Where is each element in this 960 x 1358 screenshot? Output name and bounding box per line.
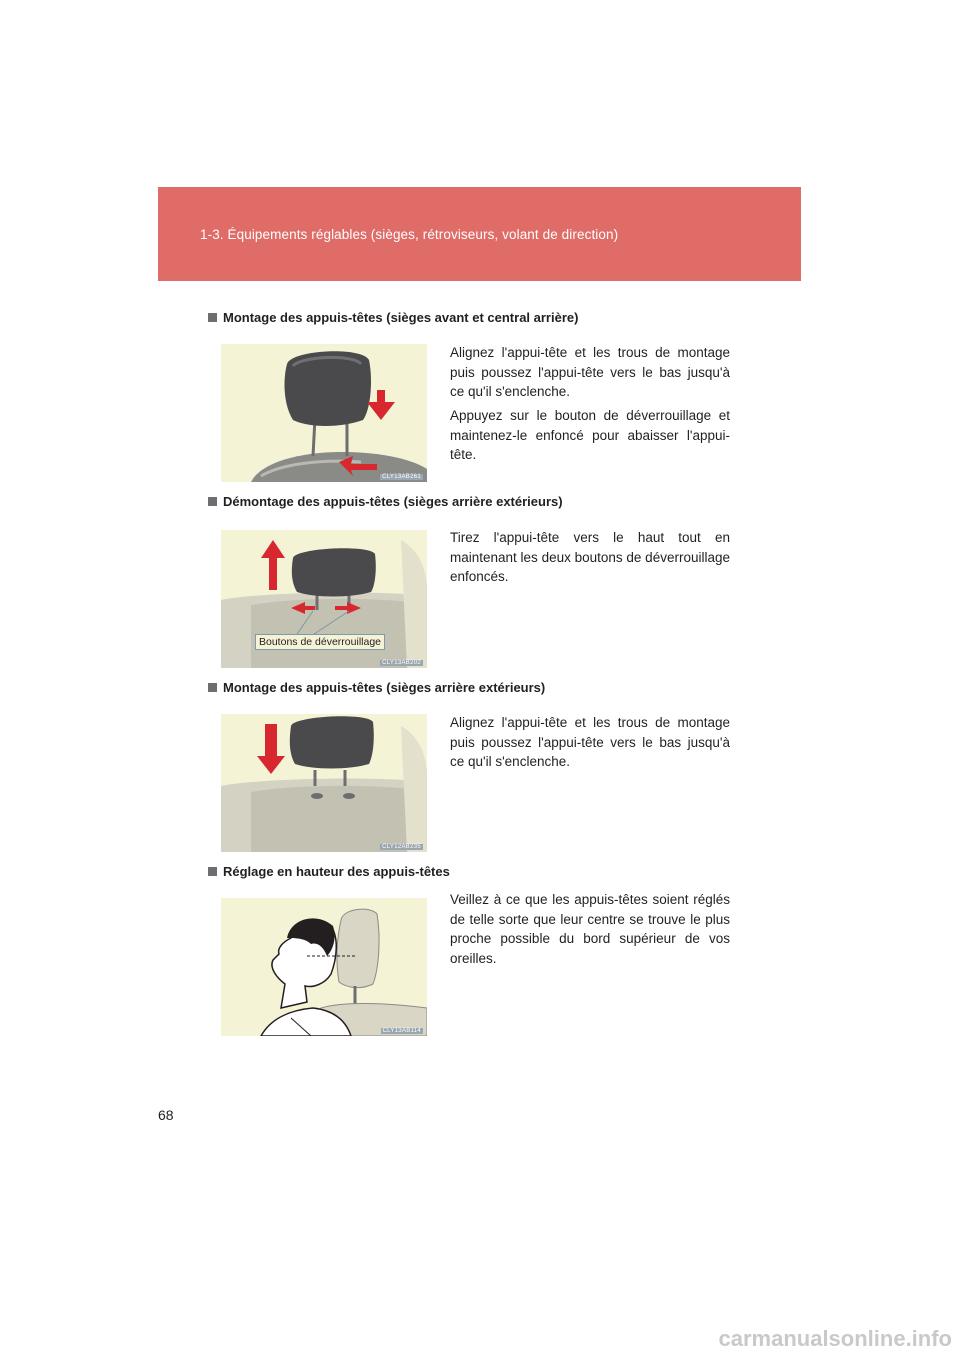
bullet-square-icon	[208, 867, 217, 876]
bullet-square-icon	[208, 313, 217, 322]
release-buttons-callout: Boutons de déverrouillage	[255, 634, 385, 650]
figure-rear-headrest-removal	[221, 530, 427, 668]
figure-code: CLY13AB261	[382, 474, 421, 480]
figure-code: CLY13AB114	[382, 1028, 421, 1034]
paragraph-front-mount-1: Alignez l'appui-tête et les trous de montage puis poussez l'appui-tête vers le bas jusqu'à ce qu'il s'enclenche.	[450, 345, 730, 399]
footer-watermark[interactable]: carmanualsonline.info	[718, 1326, 952, 1351]
figure-headrest-height	[221, 898, 427, 1036]
paragraph-rear-removal: Tirez l'appui-tête vers le haut tout en maintenant les deux boutons de déverrouillage enfoncés.	[450, 530, 730, 584]
figure-front-headrest-mount	[221, 344, 427, 482]
section-heading-rear-mount: Montage des appuis-têtes (sièges arrière extérieurs)	[208, 680, 545, 695]
paragraph-rear-mount: Alignez l'appui-tête et les trous de montage puis poussez l'appui-tête vers le bas jusqu'à ce qu'il s'enclenche.	[450, 715, 730, 769]
head-position-illustration	[221, 898, 427, 1036]
figure-code: CLY13AB202	[382, 660, 421, 666]
section-heading-height-adjust: Réglage en hauteur des appuis-têtes	[208, 864, 450, 879]
section-heading-rear-removal: Démontage des appuis-têtes (sièges arrière extérieurs)	[208, 494, 563, 509]
headrest-illustration	[221, 344, 427, 482]
bullet-square-icon	[208, 683, 217, 692]
figure-code: CLY12AB235	[382, 844, 421, 850]
figure-rear-headrest-mount	[221, 714, 427, 852]
paragraph-height-adjust: Veillez à ce que les appuis-têtes soient réglés de telle sorte que leur centre se trouve le plus proche possible du bord supérieur de vos oreilles.	[450, 892, 730, 966]
bullet-square-icon	[208, 497, 217, 506]
section-heading-front-mount: Montage des appuis-têtes (sièges avant et central arrière)	[208, 310, 578, 325]
paragraph-front-mount-2: Appuyez sur le bouton de déverrouillage et maintenez-le enfoncé pour abaisser l'appui-tête.	[450, 408, 730, 462]
chapter-title: 1-3. Équipements réglables (sièges, rétroviseurs, volant de direction)	[200, 227, 619, 242]
page-number: 68	[158, 1107, 174, 1123]
headrest-rear-mount-illustration	[221, 714, 427, 852]
